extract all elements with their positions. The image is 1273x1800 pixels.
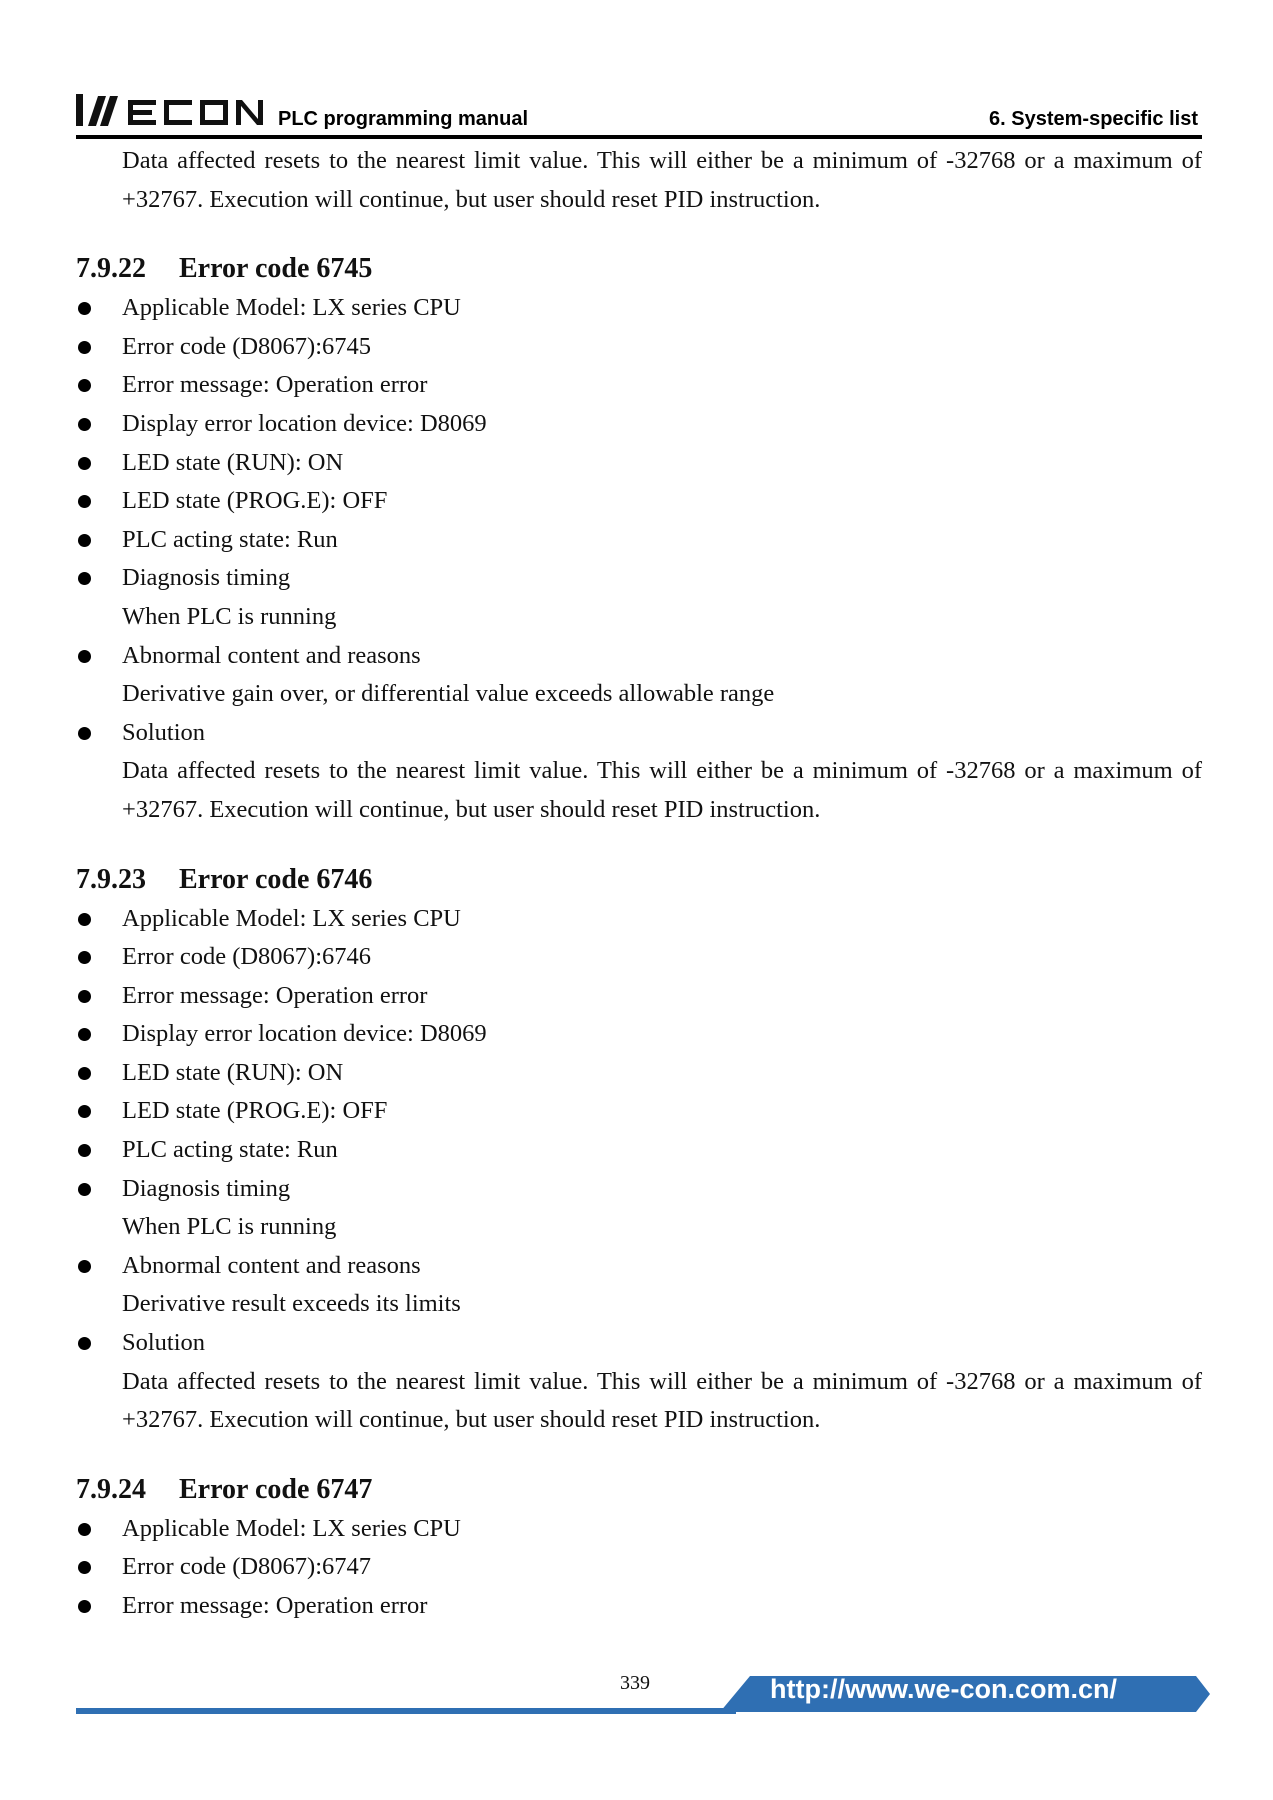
item-label: Display error location device: D8069 — [122, 409, 487, 437]
wecon-logo — [76, 90, 266, 130]
list-item — [76, 1092, 1202, 1131]
item-detail: Derivative result exceeds its limits — [122, 1290, 461, 1318]
list-item — [76, 521, 1202, 560]
list-item — [76, 977, 1202, 1016]
item-label: Solution — [122, 1329, 206, 1357]
list-item — [76, 714, 1202, 830]
page-number: 339 — [620, 1672, 650, 1694]
section-item-list — [76, 289, 1202, 829]
list-item — [76, 1510, 1202, 1549]
list-item — [76, 1247, 1202, 1324]
item-label: LED state (PROG.E): OFF — [122, 1097, 388, 1125]
list-item — [76, 1324, 1202, 1440]
page-header — [76, 90, 1198, 140]
list-item — [76, 1548, 1202, 1587]
bullet-icon — [78, 572, 91, 585]
item-label: Applicable Model: LX series CPU — [122, 294, 461, 322]
section-heading — [76, 860, 1202, 900]
bullet-icon — [78, 1523, 91, 1536]
item-label: LED state (PROG.E): OFF — [122, 487, 388, 515]
bullet-icon — [78, 990, 91, 1003]
item-label: Error code (D8067):6745 — [122, 332, 372, 360]
item-label: Abnormal content and reasons — [122, 1251, 421, 1279]
list-item — [76, 328, 1202, 367]
section-title: Error code 6745 — [179, 253, 373, 285]
bullet-icon — [78, 1144, 91, 1157]
list-item — [76, 1015, 1202, 1054]
bullet-icon — [78, 534, 91, 547]
section-heading — [76, 1470, 1202, 1510]
bullet-icon — [78, 1067, 91, 1080]
intro-paragraph: Data affected resets to the nearest limit value. This will either be a minimum of -32768 or a maximum of +32767. Execution will continue, but user should reset PID instruction. — [122, 147, 1202, 213]
section-number: 7.9.22 — [76, 253, 146, 285]
bullet-icon — [78, 1337, 91, 1350]
bullet-icon — [78, 1600, 91, 1613]
item-label: Display error location device: D8069 — [122, 1020, 487, 1048]
item-label: Error message: Operation error — [122, 981, 428, 1009]
item-label: Error code (D8067):6746 — [122, 943, 372, 971]
list-item — [76, 289, 1202, 328]
list-item — [76, 900, 1202, 939]
list-item — [76, 559, 1202, 636]
section-title: Error code 6746 — [179, 863, 373, 895]
item-label: LED state (RUN): ON — [122, 1058, 344, 1086]
item-label: Error message: Operation error — [122, 1592, 428, 1619]
bullet-icon — [78, 341, 91, 354]
bullet-icon — [78, 457, 91, 470]
website-link[interactable]: http://www.we-con.com.cn/ — [770, 1674, 1118, 1704]
section-number: 7.9.24 — [76, 1473, 146, 1505]
item-label: Applicable Model: LX series CPU — [122, 1514, 461, 1542]
bullet-icon — [78, 1028, 91, 1041]
bullet-icon — [78, 727, 91, 740]
page-content — [76, 142, 1202, 1626]
bullet-icon — [78, 650, 91, 663]
bullet-icon — [78, 1561, 91, 1574]
item-detail: Data affected resets to the nearest limit value. This will either be a minimum of -32768 or a maximum of +32767. Execution will continue, but user should reset PID instruction. — [122, 757, 1202, 823]
section-item-list — [76, 900, 1202, 1440]
bullet-icon — [78, 1183, 91, 1196]
manual-title: PLC programming manual — [278, 108, 529, 130]
item-label: Diagnosis timing — [122, 1174, 291, 1202]
list-item — [76, 366, 1202, 405]
bullet-icon — [78, 913, 91, 926]
item-detail: Derivative gain over, or differential value exceeds allowable range — [122, 680, 775, 708]
list-item — [76, 482, 1202, 521]
list-item — [76, 1054, 1202, 1093]
bullet-icon — [78, 302, 91, 315]
item-label: Applicable Model: LX series CPU — [122, 904, 461, 932]
section-number: 7.9.23 — [76, 863, 146, 895]
section-heading — [76, 249, 1202, 289]
item-label: PLC acting state: Run — [122, 525, 338, 553]
list-item — [76, 405, 1202, 444]
header-divider — [76, 135, 1202, 139]
bullet-icon — [78, 418, 91, 431]
list-item — [76, 1587, 1202, 1626]
list-item — [76, 444, 1202, 483]
chapter-title: 6. System-specific list — [989, 108, 1198, 130]
item-label: LED state (RUN): ON — [122, 448, 344, 476]
list-item — [76, 1131, 1202, 1170]
list-item — [76, 938, 1202, 977]
list-item — [76, 1170, 1202, 1247]
item-label: Error code (D8067):6747 — [122, 1553, 372, 1581]
bullet-icon — [78, 1260, 91, 1273]
item-detail: When PLC is running — [122, 1213, 337, 1241]
list-item — [76, 637, 1202, 714]
wecon-logo-mark — [76, 92, 266, 130]
footer-divider — [76, 1708, 736, 1714]
item-label: Abnormal content and reasons — [122, 641, 421, 669]
item-detail: When PLC is running — [122, 602, 337, 630]
item-label: PLC acting state: Run — [122, 1136, 338, 1164]
item-label: Error message: Operation error — [122, 371, 428, 399]
item-label: Diagnosis timing — [122, 564, 291, 592]
bullet-icon — [78, 495, 91, 508]
item-label: Solution — [122, 718, 206, 746]
bullet-icon — [78, 379, 91, 392]
bullet-icon — [78, 1105, 91, 1118]
item-detail: Data affected resets to the nearest limit value. This will either be a minimum of -32768 or a maximum of +32767. Execution will continue, but user should reset PID instruction. — [122, 1367, 1202, 1434]
bullet-icon — [78, 951, 91, 964]
section-title: Error code 6747 — [179, 1473, 373, 1505]
section-item-list — [76, 1510, 1202, 1626]
